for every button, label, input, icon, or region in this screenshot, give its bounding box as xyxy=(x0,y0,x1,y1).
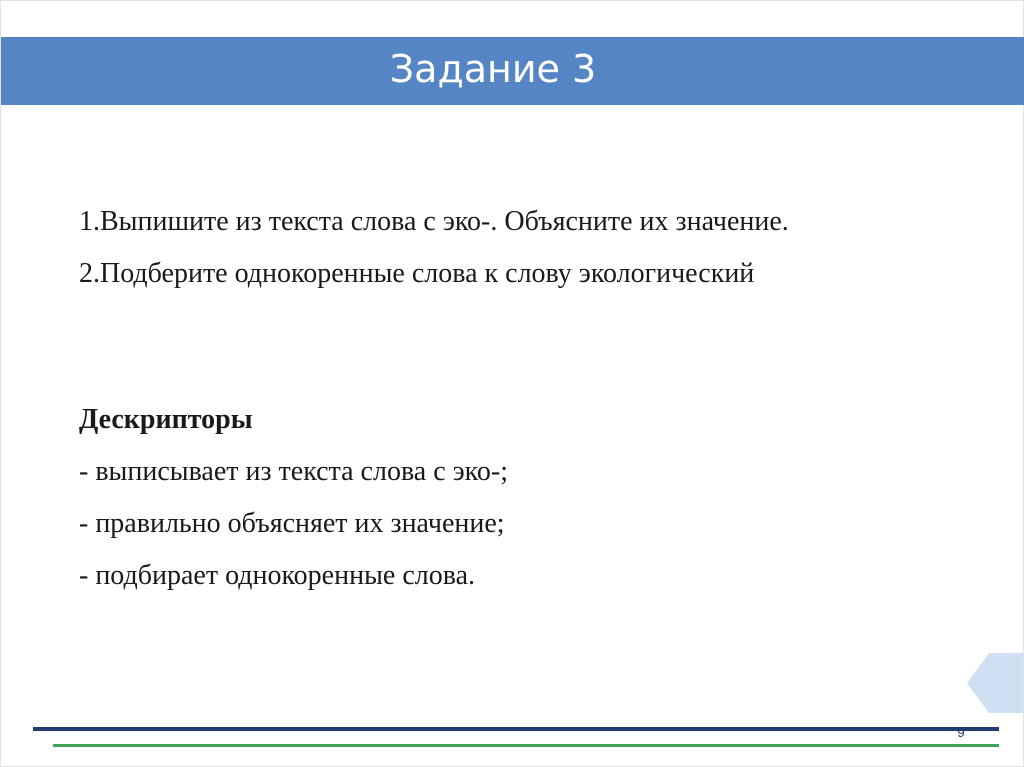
slide-content xyxy=(79,196,959,602)
descriptors-heading: Дескрипторы xyxy=(79,404,253,435)
spacer xyxy=(79,300,959,394)
descriptor-item-1: - выписывает из текста слова с эко-; xyxy=(79,456,508,487)
descriptor-item-3: - подбирает однокоренные слова. xyxy=(79,560,475,591)
descriptor-item-2: - правильно объясняет их значение; xyxy=(79,508,505,539)
page-number: 9 xyxy=(957,725,965,740)
task-item-2: 2.Подберите однокоренные слова к слову экологический xyxy=(79,258,755,289)
slide-title: Задание 3 xyxy=(389,47,597,91)
title-bar xyxy=(1,37,1024,105)
task-item-1: 1.Выпишите из текста слова с эко-. Объясните их значение. xyxy=(79,206,789,237)
corner-decoration-icon xyxy=(967,653,1023,713)
footer-rule-blue xyxy=(33,727,999,731)
footer-rule-green xyxy=(53,744,999,747)
